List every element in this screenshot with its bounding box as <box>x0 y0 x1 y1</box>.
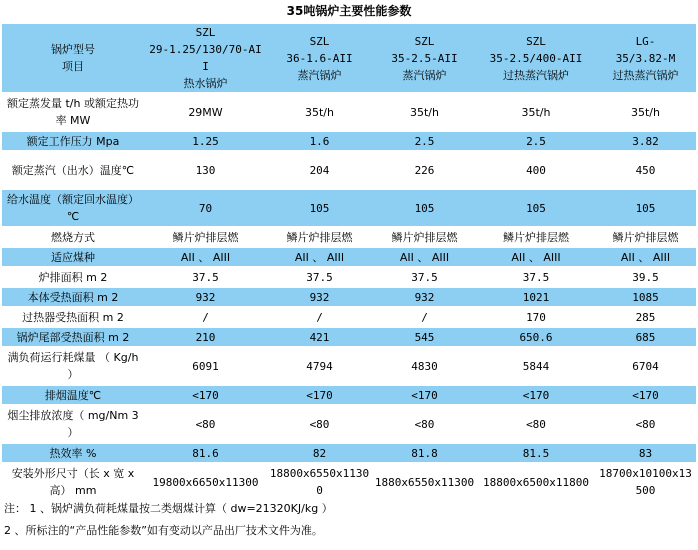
row-value: 37.5 <box>477 268 595 286</box>
row-label: 过热器受热面积 m 2 <box>2 308 144 326</box>
row-value: 81.5 <box>477 444 595 462</box>
model-cell <box>595 24 696 92</box>
row-value: 932 <box>267 288 372 306</box>
model-line: 35-2.5-AII <box>391 51 458 65</box>
row-value: 35t/h <box>372 94 477 130</box>
row-value: 105 <box>267 190 372 226</box>
model-line: 蒸汽锅炉 <box>297 68 342 82</box>
row-value: 鳞片炉排层燃 <box>477 228 595 246</box>
table-row <box>2 268 696 286</box>
row-value: 285 <box>595 308 696 326</box>
row-value: 83 <box>595 444 696 462</box>
row-value: 2.5 <box>477 132 595 150</box>
row-value: 6704 <box>595 348 696 384</box>
row-value: 1.6 <box>267 132 372 150</box>
row-value: <80 <box>144 406 267 442</box>
row-value: 226 <box>372 152 477 188</box>
table-row <box>2 328 696 346</box>
spec-table-body <box>2 24 696 500</box>
row-value: 210 <box>144 328 267 346</box>
table-row <box>2 190 696 226</box>
row-value: 35t/h <box>477 94 595 130</box>
row-value: 鳞片炉排层燃 <box>372 228 477 246</box>
row-value: 170 <box>477 308 595 326</box>
row-value: 204 <box>267 152 372 188</box>
row-value: 4830 <box>372 348 477 384</box>
row-value: 29MW <box>144 94 267 130</box>
row-value: AII 、 AIII <box>595 248 696 266</box>
row-value: <170 <box>595 386 696 404</box>
table-row <box>2 406 696 442</box>
row-value: 82 <box>267 444 372 462</box>
row-value: 鳞片炉排层燃 <box>595 228 696 246</box>
row-value: 6091 <box>144 348 267 384</box>
row-value: / <box>144 308 267 326</box>
row-value: 81.8 <box>372 444 477 462</box>
row-value: 35t/h <box>267 94 372 130</box>
row-label: 锅炉尾部受热面积 m 2 <box>2 328 144 346</box>
row-value: 1021 <box>477 288 595 306</box>
row-value: 鳞片炉排层燃 <box>144 228 267 246</box>
row-value: <80 <box>372 406 477 442</box>
row-value: 3.82 <box>595 132 696 150</box>
row-value: 932 <box>144 288 267 306</box>
row-value: 545 <box>372 328 477 346</box>
row-value: 18700x10100x13500 <box>595 464 696 500</box>
table-row <box>2 94 696 130</box>
row-value: 932 <box>372 288 477 306</box>
row-value: <80 <box>477 406 595 442</box>
table-row <box>2 308 696 326</box>
header-label-line: 项目 <box>62 60 84 73</box>
row-value: / <box>267 308 372 326</box>
row-value: AII 、 AIII <box>372 248 477 266</box>
row-value: 35t/h <box>595 94 696 130</box>
row-value: 19800x6650x11300 <box>144 464 267 500</box>
model-line: 过热蒸汽锅炉 <box>612 68 679 82</box>
model-cell <box>144 24 267 92</box>
row-label: 额定蒸汽（出水）温度℃ <box>2 152 144 188</box>
table-row <box>2 386 696 404</box>
row-value: 4794 <box>267 348 372 384</box>
row-label: 烟尘排放浓度（ mg/Nm 3 ） <box>2 406 144 442</box>
row-value: 81.6 <box>144 444 267 462</box>
model-line: SZL <box>414 34 435 48</box>
row-label: 额定工作压力 Mpa <box>2 132 144 150</box>
row-value: 18800x6500x11800 <box>477 464 595 500</box>
model-line: SZL <box>526 34 546 48</box>
table-row <box>2 288 696 306</box>
row-value: 450 <box>595 152 696 188</box>
row-value: <80 <box>267 406 372 442</box>
row-value: 685 <box>595 328 696 346</box>
row-value: 105 <box>595 190 696 226</box>
model-line: 35-2.5/400-AII <box>489 51 583 65</box>
table-row <box>2 464 696 500</box>
model-line: 36-1.6-AII <box>286 51 353 65</box>
row-value: 18800x6550x11300 <box>267 464 372 500</box>
model-cell <box>372 24 477 92</box>
model-line: 29-1.25/130/70-AII <box>149 43 262 73</box>
row-value: 70 <box>144 190 267 226</box>
row-value: 37.5 <box>372 268 477 286</box>
table-row <box>2 152 696 188</box>
row-label: 热效率 % <box>2 444 144 462</box>
table-header-row <box>2 24 696 92</box>
row-value: 5844 <box>477 348 595 384</box>
row-label: 给水温度（额定回水温度）℃ <box>2 190 144 226</box>
table-row <box>2 132 696 150</box>
row-value: 650.6 <box>477 328 595 346</box>
row-value: 105 <box>372 190 477 226</box>
row-value: <170 <box>372 386 477 404</box>
row-value: 105 <box>477 190 595 226</box>
row-value: 130 <box>144 152 267 188</box>
row-label: 本体受热面积 m 2 <box>2 288 144 306</box>
row-value: AII 、 AIII <box>477 248 595 266</box>
row-value: 39.5 <box>595 268 696 286</box>
row-value: 400 <box>477 152 595 188</box>
table-row <box>2 348 696 384</box>
row-value: 1085 <box>595 288 696 306</box>
model-line: SZL <box>195 26 216 39</box>
model-line: LG- <box>635 34 656 48</box>
row-value: <170 <box>477 386 595 404</box>
model-line: 35/3.82-M <box>615 51 676 65</box>
table-row <box>2 248 696 266</box>
row-value: <170 <box>144 386 267 404</box>
model-line: 蒸汽锅炉 <box>402 68 447 82</box>
row-value: 37.5 <box>267 268 372 286</box>
boiler-spec-table <box>2 22 696 502</box>
row-label: 安装外形尺寸（长 x 宽 x 高） mm <box>2 464 144 500</box>
row-value: 2.5 <box>372 132 477 150</box>
row-value: <170 <box>267 386 372 404</box>
footnote-line: 注： 1 、锅炉满负荷耗煤量按二类烟煤计算（ dw=21320KJ/kg ） <box>4 502 333 515</box>
model-line: 过热蒸汽锅炉 <box>503 68 569 82</box>
header-label-line: 锅炉型号 <box>51 43 95 56</box>
row-label: 炉排面积 m 2 <box>2 268 144 286</box>
row-label: 额定蒸发量 t/h 或额定热功率 MW <box>2 94 144 130</box>
header-label-cell <box>2 24 144 92</box>
row-value: <80 <box>595 406 696 442</box>
row-label: 适应煤种 <box>2 248 144 266</box>
document-title: 35吨锅炉主要性能参数 <box>286 4 412 18</box>
row-value: 鳞片炉排层燃 <box>267 228 372 246</box>
row-label: 排烟温度℃ <box>2 386 144 404</box>
model-line: 热水锅炉 <box>183 77 228 90</box>
footnotes <box>4 498 694 542</box>
row-label: 满负荷运行耗煤量 （ Kg/h ） <box>2 348 144 384</box>
row-value: AII 、 AIII <box>267 248 372 266</box>
row-value: 421 <box>267 328 372 346</box>
row-value: 1.25 <box>144 132 267 150</box>
row-value: AII 、 AIII <box>144 248 267 266</box>
row-value: 37.5 <box>144 268 267 286</box>
footnote-line: 2 、所标注的“产品性能参数”如有变动以产品出厂技术文件为准。 <box>4 524 323 537</box>
row-value: 1880x6550x11300 <box>372 464 477 500</box>
row-label: 燃烧方式 <box>2 228 144 246</box>
model-line: SZL <box>309 34 330 48</box>
model-cell <box>267 24 372 92</box>
table-row <box>2 228 696 246</box>
table-row <box>2 444 696 462</box>
row-value: / <box>372 308 477 326</box>
model-cell <box>477 24 595 92</box>
